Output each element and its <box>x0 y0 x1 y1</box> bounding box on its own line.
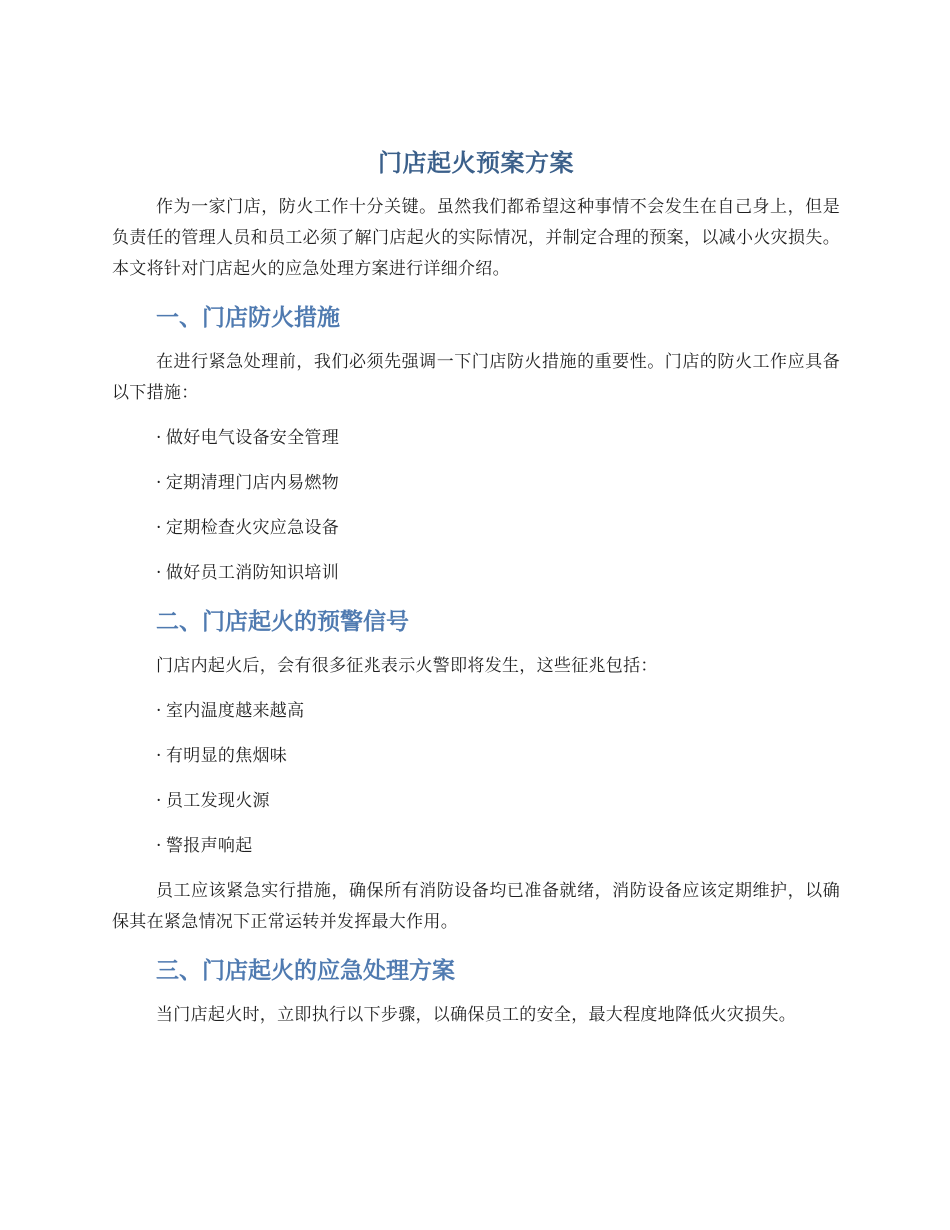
list-item <box>156 786 840 817</box>
section-1-paragraph: 在进行紧急处理前，我们必须先强调一下门店防火措施的重要性。门店的防火工作应具备以下措施： <box>112 352 840 403</box>
section-2-after-paragraph: 员工应该紧急实行措施，确保所有消防设备均已准备就绪，消防设备应该定期维护，以确保其在紧急情况下正常运转并发挥最大作用。 <box>112 881 840 932</box>
bullet-icon: · <box>156 701 162 721</box>
list-item-text: 员工发现火源 <box>166 791 270 811</box>
intro-paragraph: 作为一家门店，防火工作十分关键。虽然我们都希望这种事情不会发生在自己身上，但是负责任的管理人员和员工必须了解门店起火的实际情况，并制定合理的预案，以减小火灾损失。本文将针对门店起火的应急处理方案进行详细介绍。 <box>112 197 840 279</box>
list-item-text: 定期清理门店内易燃物 <box>166 473 339 493</box>
section-2-paragraph: 门店内起火后，会有很多征兆表示火警即将发生，这些征兆包括： <box>156 656 658 676</box>
bullet-icon: · <box>156 428 162 448</box>
document-title: 门店起火预案方案 <box>378 149 574 177</box>
bullet-icon: · <box>156 518 162 538</box>
list-item <box>156 468 840 499</box>
list-item-text: 室内温度越来越高 <box>166 701 305 721</box>
list-item-text: 做好电气设备安全管理 <box>166 428 339 448</box>
bullet-icon: · <box>156 473 162 493</box>
list-item-text: 做好员工消防知识培训 <box>166 563 339 583</box>
list-item <box>156 558 840 589</box>
section-1-list <box>112 423 840 589</box>
bullet-icon: · <box>156 836 162 856</box>
section-2-heading: 二、门店起火的预警信号 <box>156 609 409 635</box>
list-item-text: 定期检查火灾应急设备 <box>166 518 339 538</box>
document-page <box>112 148 840 1031</box>
list-item-text: 有明显的焦烟味 <box>166 746 288 766</box>
section-3-paragraph: 当门店起火时，立即执行以下步骤，以确保员工的安全，最大程度地降低火灾损失。 <box>156 1005 797 1025</box>
section-2-list <box>112 696 840 862</box>
section-1-heading: 一、门店防火措施 <box>156 305 340 331</box>
bullet-icon: · <box>156 746 162 766</box>
list-item <box>156 741 840 772</box>
bullet-icon: · <box>156 791 162 811</box>
bullet-icon: · <box>156 563 162 583</box>
list-item <box>156 696 840 727</box>
list-item <box>156 513 840 544</box>
list-item <box>156 831 840 862</box>
list-item <box>156 423 840 454</box>
section-3-heading: 三、门店起火的应急处理方案 <box>156 958 455 984</box>
list-item-text: 警报声响起 <box>166 836 253 856</box>
